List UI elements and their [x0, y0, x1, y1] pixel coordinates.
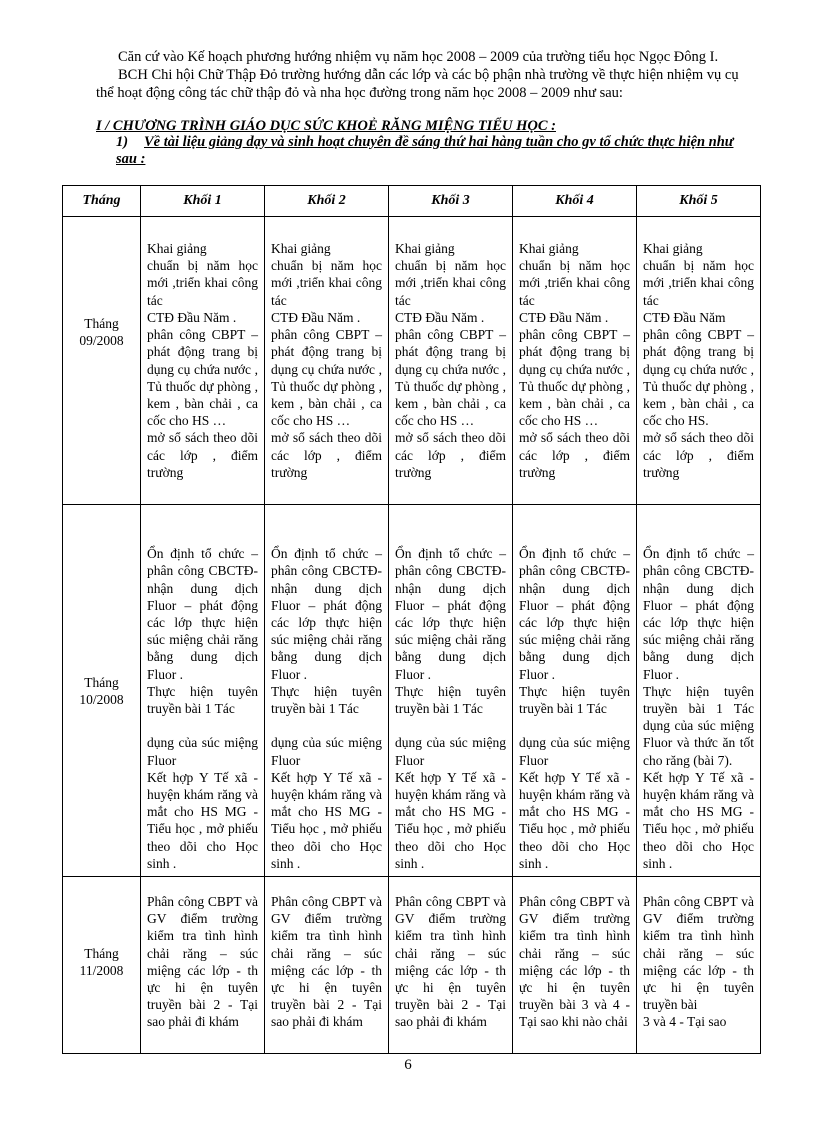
- table-cell: Khai giảng chuẩn bị năm học mới ,triển khai công tác CTĐ Đầu Năm . phân công CBPT – phát động trang bị dụng cụ chứa nước , Tủ thuốc dự phòng , kem , bàn chải , ca cốc cho HS … mở sổ sách theo dõi các lớp , điểm trường: [147, 241, 258, 480]
- table-cell: Ổn định tổ chức – phân công CBCTĐ- nhận dung dịch Fluor – phát động các lớp thực hiện súc miệng chải răng bằng dung dịch Fluor . Thực hiện tuyên truyền bài 1 Tác dụng của súc miệng Fluor Kết hợp Y Tế xã - huyện khám răng và mắt cho HS MG - Tiểu học , mở phiếu theo dõi cho Học sinh .: [519, 546, 630, 871]
- table-cell: Phân công CBPT và GV điểm trường kiểm tra tình hình chải răng – súc miệng các lớp - th ực hi ện tuyên truyền bài 2 - Tại sao phải đi khám: [395, 894, 506, 1030]
- month-cell: Tháng 10/2008: [63, 505, 141, 877]
- header-khoi-5: Khối 5: [637, 186, 761, 217]
- header-month: Tháng: [63, 186, 141, 217]
- table-row: [63, 877, 761, 1054]
- table-row: [63, 505, 761, 877]
- table-row: [63, 217, 761, 505]
- subsection-heading: [116, 134, 756, 168]
- table-cell: Khai giảng chuẩn bị năm học mới ,triển khai công tác CTĐ Đầu Năm phân công CBPT – phát động trang bị dụng cụ chứa nước , Tủ thuốc dự phòng , kem , bàn chải , ca cốc cho HS. mở sổ sách theo dõi các lớp , điểm trường: [643, 241, 754, 480]
- subsection-text: Về tài liệu giảng dạy và sinh hoạt chuyên đề sáng thứ hai hàng tuần cho gv tổ chức thực hiện như sau :: [116, 134, 734, 167]
- table-cell: Phân công CBPT và GV điểm trường kiểm tra tình hình chải răng – súc miệng các lớp - th ực hi ện tuyên truyền bài 3 và 4 - Tại sao khi nào chải: [519, 894, 630, 1030]
- table-cell: Phân công CBPT và GV điểm trường kiểm tra tình hình chải răng – súc miệng các lớp - th ực hi ện tuyên truyền bài 3 và 4 - Tại sao: [643, 894, 754, 1030]
- schedule-table: [62, 185, 761, 1054]
- intro-paragraph: [96, 48, 756, 102]
- intro-line-1: Căn cứ vào Kế hoạch phương hướng nhiệm vụ năm học 2008 – 2009 của trường tiểu học Ngọc Đông I.: [118, 49, 719, 65]
- table-cell: Ổn định tổ chức – phân công CBCTĐ- nhận dung dịch Fluor – phát động các lớp thực hiện súc miệng chải răng bằng dung dịch Fluor . Thực hiện tuyên truyền bài 1 Tác dụng của súc miệng Fluor và thức ăn tốt cho răng (bài 7). Kết hợp Y Tế xã - huyện khám răng và mắt cho HS MG - Tiểu học , mở phiếu theo dõi cho Học sinh .: [643, 546, 754, 871]
- page-number: 6: [404, 1057, 412, 1073]
- header-khoi-3: Khối 3: [389, 186, 513, 217]
- subsection-number: 1): [116, 134, 129, 150]
- table-cell: Phân công CBPT và GV điểm trường kiểm tra tình hình chải răng – súc miệng các lớp - th ực hi ện tuyên truyền bài 2 - Tại sao phải đi khám: [147, 894, 258, 1030]
- intro-line-2: BCH Chi hội Chữ Thập Đỏ trường hướng dẫn các lớp và các bộ phận nhà trường về thực hiện nhiệm vụ cụ thể hoạt động công tác chữ thập đỏ và nha học đường trong năm học 2008 – 2009 như sau:: [96, 67, 739, 101]
- month-cell: Tháng 09/2008: [63, 217, 141, 505]
- section-title: I / CHƯƠNG TRÌNH GIÁO DỤC SỨC KHOẺ RĂNG MIỆNG TIỂU HỌC :: [96, 118, 556, 134]
- header-khoi-1: Khối 1: [141, 186, 265, 217]
- table-cell: Ổn định tổ chức – phân công CBCTĐ- nhận dung dịch Fluor – phát động các lớp thực hiện súc miệng chải răng bằng dung dịch Fluor . Thực hiện tuyên truyền bài 1 Tác dụng của súc miệng Fluor Kết hợp Y Tế xã - huyện khám răng và mắt cho HS MG - Tiểu học , mở phiếu theo dõi cho Học sinh .: [395, 546, 506, 871]
- header-khoi-2: Khối 2: [265, 186, 389, 217]
- month-cell: Tháng 11/2008: [63, 877, 141, 1054]
- table-cell: Ổn định tổ chức – phân công CBCTĐ- nhận dung dịch Fluor – phát động các lớp thực hiện súc miệng chải răng bằng dung dịch Fluor . Thực hiện tuyên truyền bài 1 Tác dụng của súc miệng Fluor Kết hợp Y Tế xã - huyện khám răng và mắt cho HS MG - Tiểu học , mở phiếu theo dõi cho Học sinh .: [147, 546, 258, 871]
- table-cell: Phân công CBPT và GV điểm trường kiểm tra tình hình chải răng – súc miệng các lớp - th ực hi ện tuyên truyền bài 2 - Tại sao phải đi khám: [271, 894, 382, 1030]
- table-cell: Khai giảng chuẩn bị năm học mới ,triển khai công tác CTĐ Đầu Năm . phân công CBPT – phát động trang bị dụng cụ chứa nước , Tủ thuốc dự phòng , kem , bàn chải , ca cốc cho HS … mở sổ sách theo dõi các lớp , điểm trường: [519, 241, 630, 480]
- table-header-row: [63, 186, 761, 217]
- header-khoi-4: Khối 4: [513, 186, 637, 217]
- table-cell: Ổn định tổ chức – phân công CBCTĐ- nhận dung dịch Fluor – phát động các lớp thực hiện súc miệng chải răng bằng dung dịch Fluor . Thực hiện tuyên truyền bài 1 Tác dụng của súc miệng Fluor Kết hợp Y Tế xã - huyện khám răng và mắt cho HS MG - Tiểu học , mở phiếu theo dõi cho Học sinh .: [271, 546, 382, 871]
- table-cell: Khai giảng chuẩn bị năm học mới ,triển khai công tác CTĐ Đầu Năm . phân công CBPT – phát động trang bị dụng cụ chứa nước , Tủ thuốc dự phòng , kem , bàn chải , ca cốc cho HS … mở sổ sách theo dõi các lớp , điểm trường: [271, 241, 382, 480]
- table-cell: Khai giảng chuẩn bị năm học mới ,triển khai công tác CTĐ Đầu Năm . phân công CBPT – phát động trang bị dụng cụ chứa nước , Tủ thuốc dự phòng , kem , bàn chải , ca cốc cho HS … mở sổ sách theo dõi các lớp , điểm trường: [395, 241, 506, 480]
